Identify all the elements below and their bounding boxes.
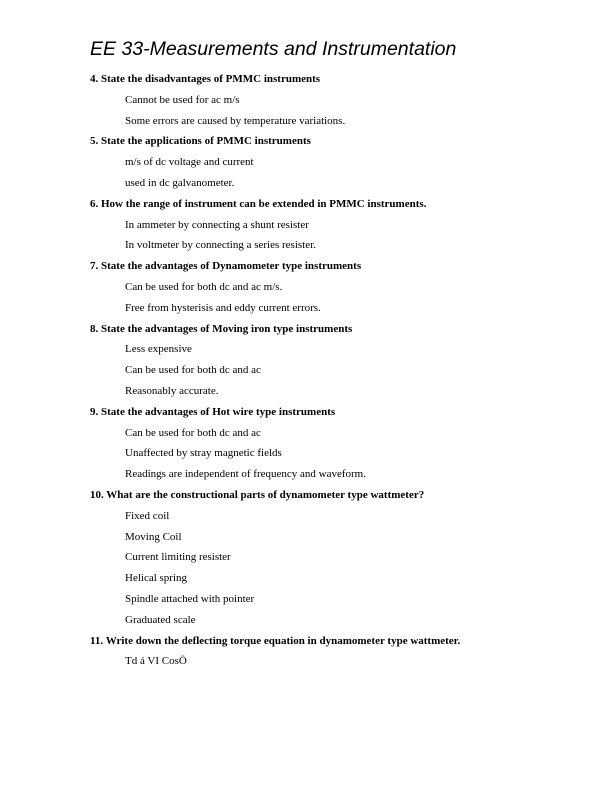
qa-section: [90, 256, 590, 318]
qa-list: [90, 69, 590, 672]
answer-line: Can be used for both dc and ac: [125, 364, 261, 377]
question-heading: 9. State the advantages of Hot wire type instruments: [90, 405, 336, 418]
answer-line: Spindle attached with pointer: [125, 592, 255, 605]
answer-line: Unaffected by stray magnetic fields: [125, 447, 282, 460]
qa-section: [90, 631, 590, 673]
answer-line: In ammeter by connecting a shunt resister: [125, 218, 309, 231]
answer-line: Can be used for both dc and ac m/s.: [125, 280, 283, 293]
qa-section: [90, 194, 590, 256]
answer-line: m/s of dc voltage and current: [125, 156, 254, 169]
qa-section: [90, 69, 590, 131]
page-title: EE 33-Measurements and Instrumentation: [90, 38, 457, 60]
answer-line: Fixed coil: [125, 509, 170, 522]
answer-line: Free from hysterisis and eddy current errors.: [125, 301, 321, 314]
equation-line: Td á VI CosÖ: [125, 655, 187, 668]
question-heading: 5. State the applications of PMMC instruments: [90, 135, 311, 148]
answer-line: Readings are independent of frequency and waveform.: [125, 468, 366, 481]
qa-section: [90, 319, 590, 402]
answer-line: Cannot be used for ac m/s: [125, 93, 240, 106]
answer-line: Helical spring: [125, 572, 188, 585]
question-heading: 11. Write down the deflecting torque equation in dynamometer type wattmeter.: [90, 634, 461, 647]
question-heading: 7. State the advantages of Dynamometer type instruments: [90, 260, 362, 273]
answer-line: Reasonably accurate.: [125, 384, 219, 397]
qa-section: [90, 131, 590, 193]
answer-line: Can be used for both dc and ac: [125, 426, 261, 439]
question-heading: 8. State the advantages of Moving iron type instruments: [90, 322, 353, 335]
qa-section: [90, 402, 590, 485]
answer-line: Some errors are caused by temperature variations.: [125, 114, 346, 127]
answer-line: used in dc galvanometer.: [125, 176, 235, 189]
answer-line: Less expensive: [125, 343, 192, 356]
answer-line: Current limiting resister: [125, 551, 231, 564]
answer-line: Graduated scale: [125, 613, 196, 626]
qa-section: [90, 485, 590, 631]
question-heading: 4. State the disadvantages of PMMC instruments: [90, 73, 321, 85]
question-heading: 10. What are the constructional parts of dynamometer type wattmeter?: [90, 488, 425, 501]
question-heading: 6. How the range of instrument can be extended in PMMC instruments.: [90, 197, 427, 210]
answer-line: Moving Coil: [125, 530, 182, 543]
answer-line: In voltmeter by connecting a series resister.: [125, 239, 316, 252]
